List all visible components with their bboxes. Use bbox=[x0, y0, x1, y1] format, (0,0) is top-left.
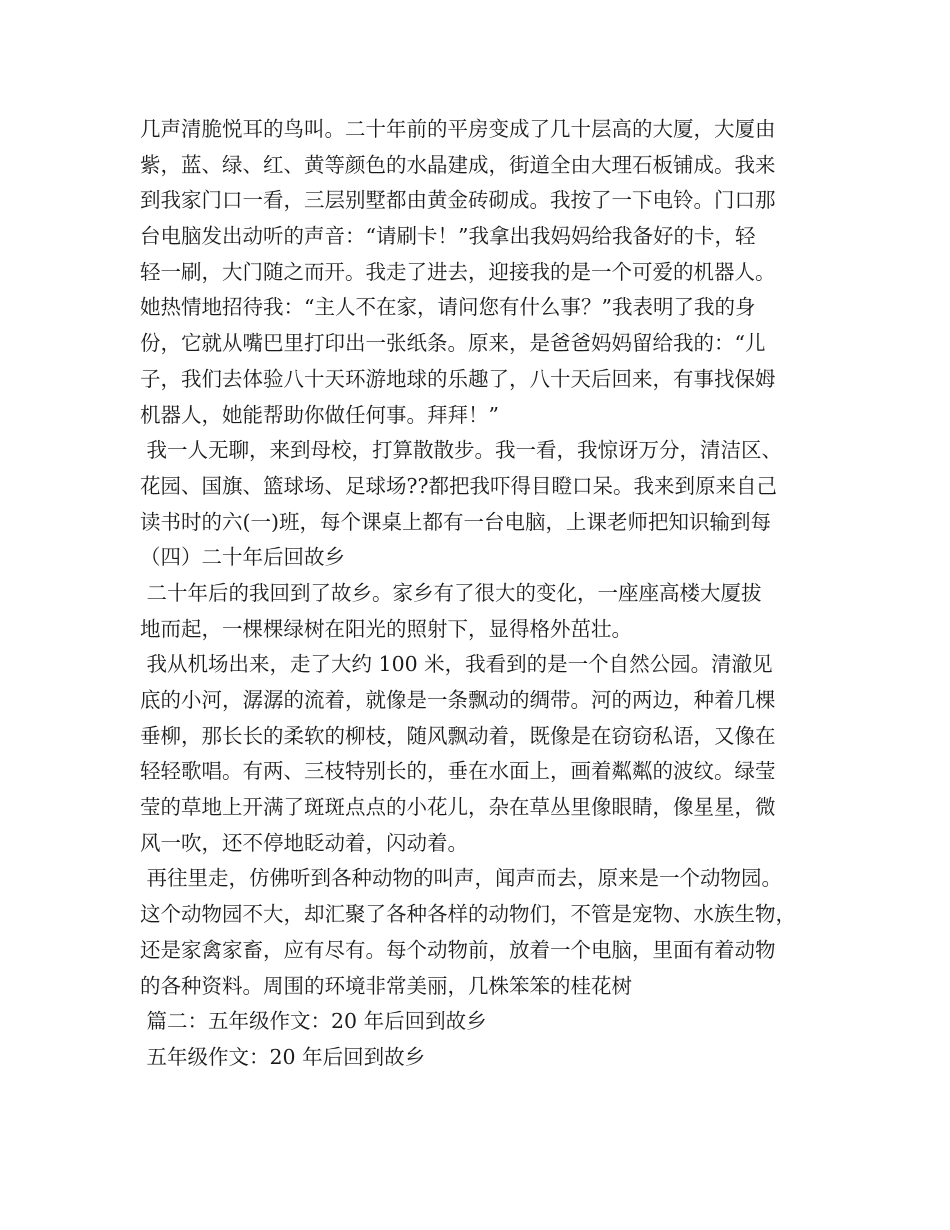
section-heading-part-two: 篇二：五年级作文：20 年后回到故乡 bbox=[140, 1009, 487, 1034]
text-line-1: 几声清脆悦耳的鸟叫。二十年前的平房变成了几十层高的大厦，大厦由 bbox=[140, 117, 776, 141]
text-line-14: 二十年后的我回到了故乡。家乡有了很大的变化，一座座高楼大厦拔 bbox=[140, 580, 762, 605]
text-line-12: 读书时的六(一)班，每个课桌上都有一台电脑，上课老师把知识输到每 bbox=[140, 509, 771, 534]
text-line-8: 子，我们去体验八十天环游地球的乐趣了，八十天后回来，有事找保姆 bbox=[140, 366, 776, 391]
document-body bbox=[140, 112, 830, 1076]
text-line-18: 垂柳，那长长的柔软的柳枝，随风飘动着，既像是在窃窃私语，又像在 bbox=[140, 723, 776, 748]
text-line-4: 台电脑发出动听的声音：“请刷卡！”我拿出我妈妈给我备好的卡，轻 bbox=[140, 224, 756, 249]
text-line-6: 她热情地招待我：“主人不在家，请问您有什么事？”我表明了我的身 bbox=[140, 295, 756, 320]
text-line-10: 我一人无聊，来到母校，打算散散步。我一看，我惊讶万分，清洁区、 bbox=[140, 438, 783, 463]
text-line-20: 莹的草地上开满了斑斑点点的小花儿，杂在草丛里像眼睛，像星星，微 bbox=[140, 795, 776, 820]
text-line-11: 花园、国旗、篮球场、足球场??都把我吓得目瞪口呆。我来到原来自己 bbox=[140, 473, 777, 498]
text-line-2: 紫，蓝、绿、红、黄等颜色的水晶建成，街道全由大理石板铺成。我来 bbox=[140, 152, 776, 177]
text-line-23: 这个动物园不大，却汇聚了各种各样的动物们，不管是宠物、水族生物， bbox=[140, 902, 796, 927]
text-line-25: 的各种资料。周围的环境非常美丽，几株笨笨的桂花树 bbox=[140, 973, 632, 998]
text-line-19: 轻轻歌唱。有两、三枝特别长的，垂在水面上，画着粼粼的波纹。绿莹 bbox=[140, 759, 776, 784]
text-line-17: 底的小河，潺潺的流着，就像是一条飘动的绸带。河的两边，种着几棵 bbox=[140, 688, 776, 712]
text-line-22: 再往里走，仿佛听到各种动物的叫声，闻声而去，原来是一个动物园。 bbox=[140, 866, 783, 891]
text-line-15: 地而起，一棵棵绿树在阳光的照射下，显得格外茁壮。 bbox=[140, 616, 632, 641]
text-line-9: 机器人，她能帮助你做任何事。拜拜！” bbox=[140, 402, 499, 427]
text-line-16: 我从机场出来，走了大约 100 米，我看到的是一个自然公园。清澈见 bbox=[140, 652, 773, 677]
section-heading-four: （四）二十年后回故乡 bbox=[140, 545, 345, 570]
text-line-5: 轻一刷，大门随之而开。我走了进去，迎接我的是一个可爱的机器人。 bbox=[140, 259, 776, 284]
text-line-24: 还是家禽家畜，应有尽有。每个动物前，放着一个电脑，里面有着动物 bbox=[140, 937, 776, 962]
text-line-3: 到我家门口一看，三层别墅都由黄金砖砌成。我按了一下电铃。门口那 bbox=[140, 188, 776, 213]
text-line-7: 份，它就从嘴巴里打印出一张纸条。原来，是爸爸妈妈留给我的：“儿 bbox=[140, 331, 766, 356]
text-line-21: 风一吹，还不停地眨动着，闪动着。 bbox=[140, 830, 468, 855]
essay-title: 五年级作文：20 年后回到故乡 bbox=[140, 1044, 426, 1069]
